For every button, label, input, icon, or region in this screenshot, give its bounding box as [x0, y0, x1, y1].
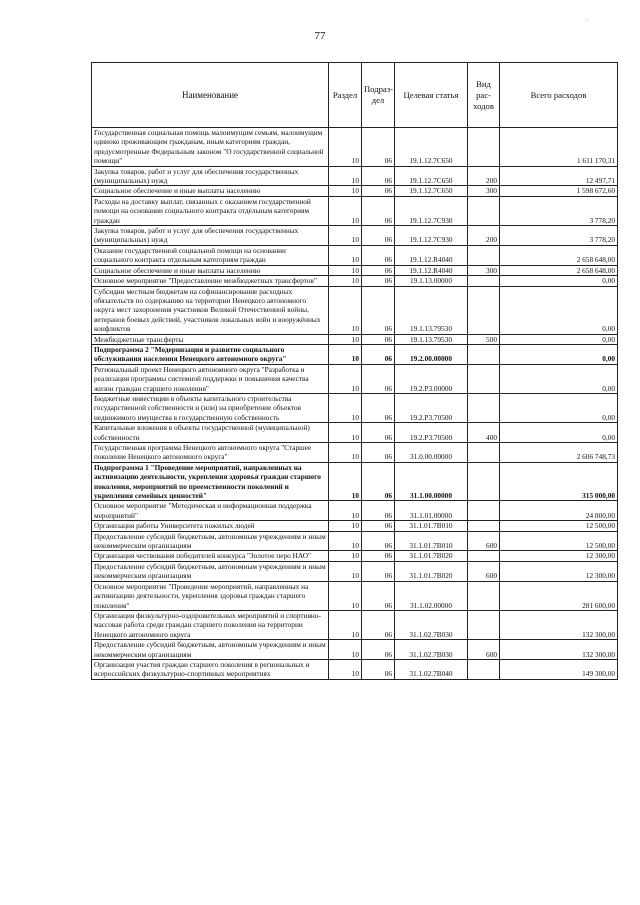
- row-total: 132 300,00: [500, 610, 618, 639]
- row-vid: [468, 364, 500, 393]
- table-row: [92, 186, 618, 196]
- table-row: [92, 245, 618, 265]
- row-total: 281 600,00: [500, 581, 618, 610]
- row-razdel: 10: [329, 561, 362, 581]
- row-razdel: 10: [329, 286, 362, 334]
- row-statya: 19.1.12.R4040: [395, 265, 468, 275]
- row-total: 2 658 648,00: [500, 245, 618, 265]
- row-razdel: 10: [329, 659, 362, 679]
- row-total: 149 300,00: [500, 659, 618, 679]
- row-vid: [468, 196, 500, 225]
- table-row: [92, 531, 618, 551]
- row-statya: 31.1.02.7В030: [395, 610, 468, 639]
- row-name: Государственная программа Ненецкого автономного округа "Старшее поколение Ненецкого автономного округа": [92, 443, 329, 463]
- table-row: [92, 286, 618, 334]
- table-row: [92, 551, 618, 561]
- row-vid: [468, 128, 500, 167]
- row-podrazdel: 06: [362, 640, 395, 660]
- row-total: 132 300,00: [500, 640, 618, 660]
- row-vid: [468, 501, 500, 521]
- row-statya: 19.1.12.7С930: [395, 226, 468, 246]
- row-razdel: 10: [329, 581, 362, 610]
- row-statya: 19.1.12.7С650: [395, 186, 468, 196]
- row-vid: [468, 393, 500, 422]
- row-razdel: 10: [329, 166, 362, 186]
- table-row: [92, 581, 618, 610]
- row-podrazdel: 06: [362, 196, 395, 225]
- row-statya: 31.1.01.7В010: [395, 531, 468, 551]
- row-vid: [468, 344, 500, 364]
- row-razdel: 10: [329, 128, 362, 167]
- row-podrazdel: 06: [362, 443, 395, 463]
- row-razdel: 10: [329, 462, 362, 501]
- row-total: 2 606 748,73: [500, 443, 618, 463]
- row-name: Основное мероприятие "Методическая и информационная поддержка мероприятий": [92, 501, 329, 521]
- row-name: Предоставление субсидий бюджетным, автономным учреждениям и иным некоммерческим организациям: [92, 531, 329, 551]
- row-name: Капитальные вложения в объекты государственной (муниципальной) собственности: [92, 423, 329, 443]
- row-vid: 600: [468, 640, 500, 660]
- row-name: Расходы на доставку выплат, связанных с оказанием государственной помощи на основании социального контракта отдельным категориям граждан: [92, 196, 329, 225]
- row-razdel: 10: [329, 276, 362, 286]
- table-row: [92, 276, 618, 286]
- row-vid: [468, 659, 500, 679]
- row-vid: [468, 462, 500, 501]
- row-razdel: 10: [329, 364, 362, 393]
- row-total: 1 611 170,31: [500, 128, 618, 167]
- row-podrazdel: 06: [362, 501, 395, 521]
- row-podrazdel: 06: [362, 659, 395, 679]
- header-statya: Целевая статья: [395, 63, 468, 128]
- row-razdel: 10: [329, 443, 362, 463]
- row-vid: 600: [468, 561, 500, 581]
- row-name: Социальное обеспечение и иные выплаты населению: [92, 265, 329, 275]
- row-razdel: 10: [329, 196, 362, 225]
- row-statya: 31.1.01.00000: [395, 501, 468, 521]
- table-row: [92, 561, 618, 581]
- page-number: 77: [314, 30, 326, 42]
- row-name: Подпрограмма 1 "Проведение мероприятий, направленных на активизацию деятельности, укрепления здоровья граждан старшего поколения, мероприятий по преемственности поколений и укрепления семейных ценностей": [92, 462, 329, 501]
- row-name: Основное мероприятие "Предоставление межбюджетных трансфертов": [92, 276, 329, 286]
- table-row: [92, 196, 618, 225]
- row-razdel: 10: [329, 393, 362, 422]
- row-total: 0,00: [500, 344, 618, 364]
- row-razdel: 10: [329, 226, 362, 246]
- row-statya: 19.1.13.79530: [395, 334, 468, 344]
- row-podrazdel: 06: [362, 186, 395, 196]
- row-statya: 31.1.02.7В040: [395, 659, 468, 679]
- row-name: Основное мероприятие "Проведение мероприятий, направленных на активизацию деятельности, укрепления здоровья граждан старшего поколения": [92, 581, 329, 610]
- row-podrazdel: 06: [362, 265, 395, 275]
- row-razdel: 10: [329, 610, 362, 639]
- header-total: Всего расходов: [500, 63, 618, 128]
- row-podrazdel: 06: [362, 286, 395, 334]
- header-podrazdel: Подраз-дел: [362, 63, 395, 128]
- row-podrazdel: 06: [362, 521, 395, 531]
- row-name: Подпрограмма 2 "Модернизация и развитие социального обслуживания населения Ненецкого автономного округа": [92, 344, 329, 364]
- row-total: 12 497,71: [500, 166, 618, 186]
- row-total: 12 500,00: [500, 531, 618, 551]
- row-podrazdel: 06: [362, 462, 395, 501]
- row-razdel: 10: [329, 521, 362, 531]
- row-podrazdel: 06: [362, 561, 395, 581]
- row-total: 3 778,20: [500, 196, 618, 225]
- table-row: [92, 393, 618, 422]
- row-vid: [468, 581, 500, 610]
- row-statya: 19.1.12.7С930: [395, 196, 468, 225]
- table-row: [92, 659, 618, 679]
- row-name: Межбюджетные трансферты: [92, 334, 329, 344]
- row-vid: 300: [468, 265, 500, 275]
- row-podrazdel: 06: [362, 581, 395, 610]
- row-vid: 200: [468, 166, 500, 186]
- table-row: [92, 423, 618, 443]
- row-statya: 19.2.00.00000: [395, 344, 468, 364]
- row-vid: [468, 245, 500, 265]
- row-vid: 300: [468, 186, 500, 196]
- row-name: Организация чествования победителей конкурса "Золотое перо НАО": [92, 551, 329, 561]
- row-statya: 19.2.Р3.00000: [395, 364, 468, 393]
- row-total: 24 800,00: [500, 501, 618, 521]
- row-podrazdel: 06: [362, 226, 395, 246]
- row-podrazdel: 06: [362, 393, 395, 422]
- row-total: 0,00: [500, 393, 618, 422]
- table-row: [92, 334, 618, 344]
- row-total: 0,00: [500, 423, 618, 443]
- header-vid: Вид рас-ходов: [468, 63, 500, 128]
- row-vid: [468, 276, 500, 286]
- row-total: 315 000,00: [500, 462, 618, 501]
- row-razdel: 10: [329, 186, 362, 196]
- row-name: Государственная социальная помощь малоимущим семьям, малоимущим одиноко проживающим гражданам, иным категориям граждан, предусмотренные Федеральным законом "О государственной социальной помощи": [92, 128, 329, 167]
- row-vid: [468, 443, 500, 463]
- row-statya: 31.1.01.7В010: [395, 521, 468, 531]
- row-razdel: 10: [329, 640, 362, 660]
- row-podrazdel: 06: [362, 245, 395, 265]
- row-statya: 31.1.02.7В030: [395, 640, 468, 660]
- row-podrazdel: 06: [362, 128, 395, 167]
- row-total: 12 500,00: [500, 521, 618, 531]
- table-body: [92, 128, 618, 680]
- row-statya: 31.1.01.7В020: [395, 561, 468, 581]
- row-podrazdel: 06: [362, 531, 395, 551]
- row-vid: [468, 551, 500, 561]
- row-statya: 19.1.13.79530: [395, 286, 468, 334]
- table-header-row: [92, 63, 618, 128]
- row-vid: [468, 521, 500, 531]
- row-name: Предоставление субсидий бюджетным, автономным учреждениям и иным некоммерческим организациям: [92, 561, 329, 581]
- row-vid: 400: [468, 423, 500, 443]
- row-vid: 500: [468, 334, 500, 344]
- row-total: 0,00: [500, 286, 618, 334]
- table-row: [92, 462, 618, 501]
- row-statya: 19.1.13.00000: [395, 276, 468, 286]
- row-podrazdel: 06: [362, 344, 395, 364]
- row-statya: 31.1.02.00000: [395, 581, 468, 610]
- row-vid: 600: [468, 531, 500, 551]
- row-total: 2 658 648,00: [500, 265, 618, 275]
- row-razdel: 10: [329, 423, 362, 443]
- row-razdel: 10: [329, 501, 362, 521]
- row-name: Организация физкультурно-оздоровительных мероприятий и спортивно-массовая работа среди граждан старшего поколения на территории Ненецкого автономного округа: [92, 610, 329, 639]
- row-statya: 19.2.Р3.70500: [395, 393, 468, 422]
- row-total: 12 300,00: [500, 561, 618, 581]
- row-total: 0,00: [500, 364, 618, 393]
- row-statya: 19.1.12.R4040: [395, 245, 468, 265]
- row-name: Бюджетные инвестиции в объекты капитального строительства государственной собственности и (или) на приобретение объектов недвижимого имущества в государственную собственность: [92, 393, 329, 422]
- row-total: 3 778,20: [500, 226, 618, 246]
- row-name: Субсидии местным бюджетам на софинансирование расходных обязательств по содержанию на территории Ненецкого автономного округа мест захоронения участников Великой Отечественной войны, ветеранов боевых действий, участников локальных войн и вооружённых конфликтов: [92, 286, 329, 334]
- row-name: Оказание государственной социальной помощи на основании социального контракта отдельным категориям граждан: [92, 245, 329, 265]
- row-razdel: 10: [329, 344, 362, 364]
- scan-mark: ·: [586, 16, 589, 25]
- row-name: Предоставление субсидий бюджетным, автономным учреждениям и иным некоммерческим организациям: [92, 640, 329, 660]
- budget-table: [91, 62, 618, 680]
- row-statya: 19.1.12.7С650: [395, 128, 468, 167]
- row-vid: [468, 286, 500, 334]
- header-razdel: Раздел: [329, 63, 362, 128]
- row-name: Закупка товаров, работ и услуг для обеспечения государственных (муниципальных) нужд: [92, 166, 329, 186]
- table-row: [92, 265, 618, 275]
- table-row: [92, 501, 618, 521]
- row-podrazdel: 06: [362, 610, 395, 639]
- row-statya: 31.0.00.00000: [395, 443, 468, 463]
- row-total: 0,00: [500, 334, 618, 344]
- row-podrazdel: 06: [362, 276, 395, 286]
- row-razdel: 10: [329, 245, 362, 265]
- table-row: [92, 344, 618, 364]
- row-razdel: 10: [329, 551, 362, 561]
- row-statya: 31.1.00.00000: [395, 462, 468, 501]
- row-razdel: 10: [329, 531, 362, 551]
- row-podrazdel: 06: [362, 423, 395, 443]
- table-row: [92, 364, 618, 393]
- table-row: [92, 640, 618, 660]
- table-row: [92, 128, 618, 167]
- row-podrazdel: 06: [362, 334, 395, 344]
- header-name: Наименование: [92, 63, 329, 128]
- row-podrazdel: 06: [362, 364, 395, 393]
- row-name: Социальное обеспечение и иные выплаты населению: [92, 186, 329, 196]
- row-vid: [468, 610, 500, 639]
- row-razdel: 10: [329, 265, 362, 275]
- row-podrazdel: 06: [362, 166, 395, 186]
- row-name: Организация участия граждан старшего поколения в региональных и всероссийских физкультурно-спортивных мероприятиях: [92, 659, 329, 679]
- row-podrazdel: 06: [362, 551, 395, 561]
- row-statya: 31.1.01.7В020: [395, 551, 468, 561]
- row-statya: 19.2.Р3.70500: [395, 423, 468, 443]
- row-total: 12 300,00: [500, 551, 618, 561]
- row-razdel: 10: [329, 334, 362, 344]
- row-name: Региональный проект Ненецкого автономного округа "Разработка и реализация программы системной поддержки и повышения качества жизни граждан старшего поколения": [92, 364, 329, 393]
- row-vid: 200: [468, 226, 500, 246]
- row-name: Организация работы Университета пожилых людей: [92, 521, 329, 531]
- table-row: [92, 610, 618, 639]
- table-row: [92, 443, 618, 463]
- table-row: [92, 521, 618, 531]
- row-statya: 19.1.12.7С650: [395, 166, 468, 186]
- table-row: [92, 166, 618, 186]
- row-total: 1 598 672,60: [500, 186, 618, 196]
- table-row: [92, 226, 618, 246]
- row-name: Закупка товаров, работ и услуг для обеспечения государственных (муниципальных) нужд: [92, 226, 329, 246]
- row-total: 0,00: [500, 276, 618, 286]
